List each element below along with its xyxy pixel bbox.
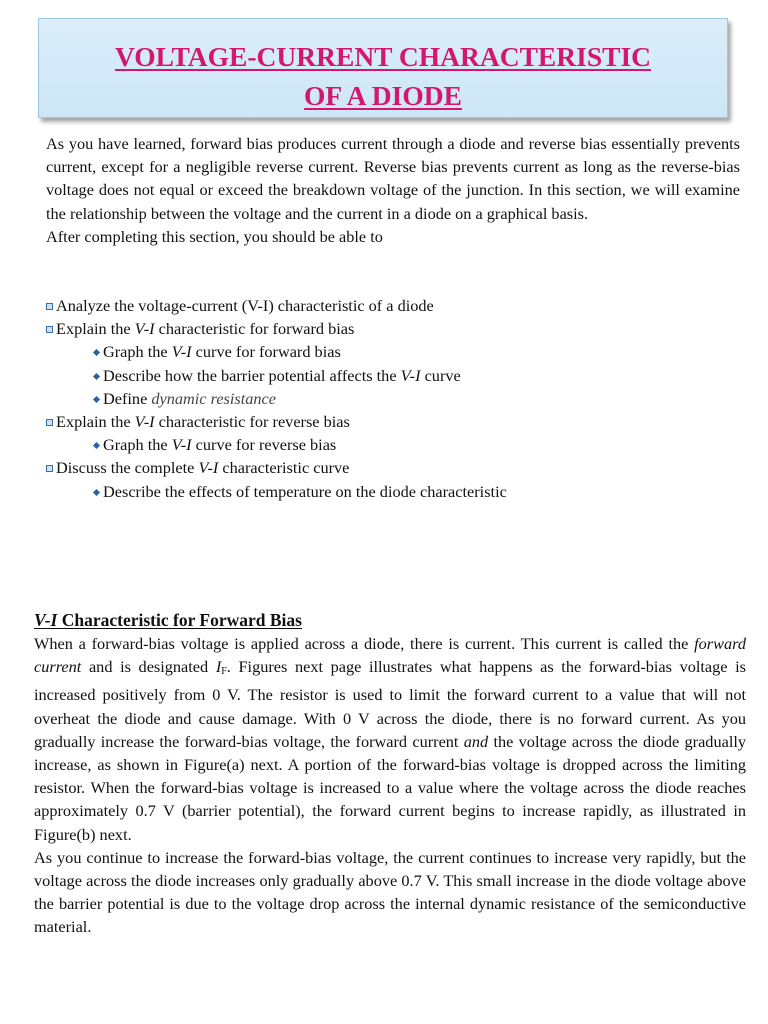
- objective-text: Define: [103, 388, 152, 408]
- objective-text-italic: V-I: [134, 319, 155, 339]
- objective-text: curve: [420, 365, 461, 385]
- diamond-bullet-icon: [93, 396, 100, 403]
- diamond-bullet-icon: [93, 489, 100, 496]
- paragraph-text: the voltage across the diode gradually increase, as shown in Figure(a) next. A portion of the forward-bias voltage is dropped across the limiting resistor. When the forward-bias voltage is increased to a value where the voltage across the diode reaches approximately 0.7 V (barrier potential), the forward current begins to increase rapidly, as illustrated in Figure(b) next.: [34, 731, 747, 844]
- title-banner: [38, 18, 728, 118]
- objective-text: characteristic curve: [218, 458, 350, 478]
- diamond-bullet-icon: [93, 349, 100, 356]
- section-heading-text: Characteristic for Forward Bias: [57, 610, 302, 630]
- section-paragraph-1: [34, 632, 746, 846]
- objectives-list: [46, 294, 746, 503]
- objective-text: Analyze the voltage-current (V-I) characteristic of a diode: [56, 296, 434, 315]
- objective-text: Explain the: [56, 412, 135, 432]
- diamond-bullet-icon: [93, 373, 100, 380]
- objective-item: [46, 317, 746, 340]
- intro-lead: After completing this section, you should be able to: [46, 226, 383, 246]
- objective-text: Explain the: [56, 319, 135, 339]
- objective-text: characteristic for forward bias: [154, 319, 355, 339]
- square-bullet-icon: [46, 419, 53, 426]
- objective-text: curve for forward bias: [191, 342, 341, 362]
- objective-text: characteristic for reverse bias: [154, 412, 350, 432]
- title-line-1: VOLTAGE-CURRENT CHARACTERISTIC: [114, 41, 652, 72]
- symbol-subscript: F: [221, 666, 227, 678]
- objective-subitem: [46, 433, 746, 456]
- objective-subitem: [46, 387, 746, 410]
- forward-bias-section: [34, 608, 746, 939]
- objective-text: Describe how the barrier potential affects the: [103, 365, 401, 385]
- square-bullet-icon: [46, 303, 53, 310]
- objective-text-italic: V-I: [171, 342, 192, 362]
- square-bullet-icon: [46, 465, 53, 472]
- section-heading: [34, 608, 746, 632]
- objective-text: Discuss the complete: [56, 458, 199, 478]
- intro-paragraph: As you have learned, forward bias produces current through a diode and reverse bias essentially prevents current, except for a negligible reverse current. Reverse bias prevents current as long as the reverse-bias voltage does not equal or exceed the breakdown voltage of the junction. In this section, we will examine the relationship between the voltage and the current in a diode on a graphical basis.: [46, 134, 740, 223]
- square-bullet-icon: [46, 326, 53, 333]
- intro-section: [46, 132, 740, 248]
- paragraph-text-italic: and: [463, 731, 489, 751]
- objective-text: Graph the: [103, 435, 172, 455]
- objective-text-italic: V-I: [134, 412, 155, 432]
- objective-item: [46, 456, 746, 479]
- objective-text: curve for reverse bias: [191, 435, 337, 455]
- objective-text-italic: V-I: [171, 435, 192, 455]
- paragraph-text-italic: forward current: [34, 634, 746, 677]
- objective-text-italic: dynamic resistance: [151, 388, 277, 408]
- objective-text-italic: V-I: [400, 365, 421, 385]
- objective-item: [46, 294, 746, 317]
- title-line-2: OF A DIODE: [304, 80, 462, 111]
- objective-subitem: [46, 480, 746, 503]
- section-heading-italic: V-I: [34, 610, 58, 630]
- objective-item: [46, 410, 746, 433]
- objective-subitem: [46, 364, 746, 387]
- symbol-i: I: [215, 657, 222, 677]
- objective-text-italic: V-I: [198, 458, 219, 478]
- paragraph-text: and is designated: [81, 657, 216, 677]
- section-paragraph-2: As you continue to increase the forward-bias voltage, the current continues to increase very rapidly, but the voltage across the diode increases only gradually above 0.7 V. This small increase in the diode voltage above the barrier potential is due to the voltage drop across the internal dynamic resistance of the semiconductive material.: [34, 847, 746, 937]
- paragraph-text: . Figures next page illustrates what happens as the forward-bias voltage is increased positively from 0 V. The resistor is used to limit the forward current to a value that will not overheat the diode and cause damage. With 0 V across the diode, there is no forward current. As you gradually increase the forward-bias voltage, the forward current: [34, 657, 747, 751]
- objective-text: Graph the: [103, 342, 172, 362]
- objective-text: Describe the effects of temperature on the diode characteristic: [103, 481, 507, 501]
- paragraph-text: When a forward-bias voltage is applied across a diode, there is current. This current is called the: [34, 634, 695, 653]
- diamond-bullet-icon: [93, 442, 100, 449]
- objective-subitem: [46, 340, 746, 363]
